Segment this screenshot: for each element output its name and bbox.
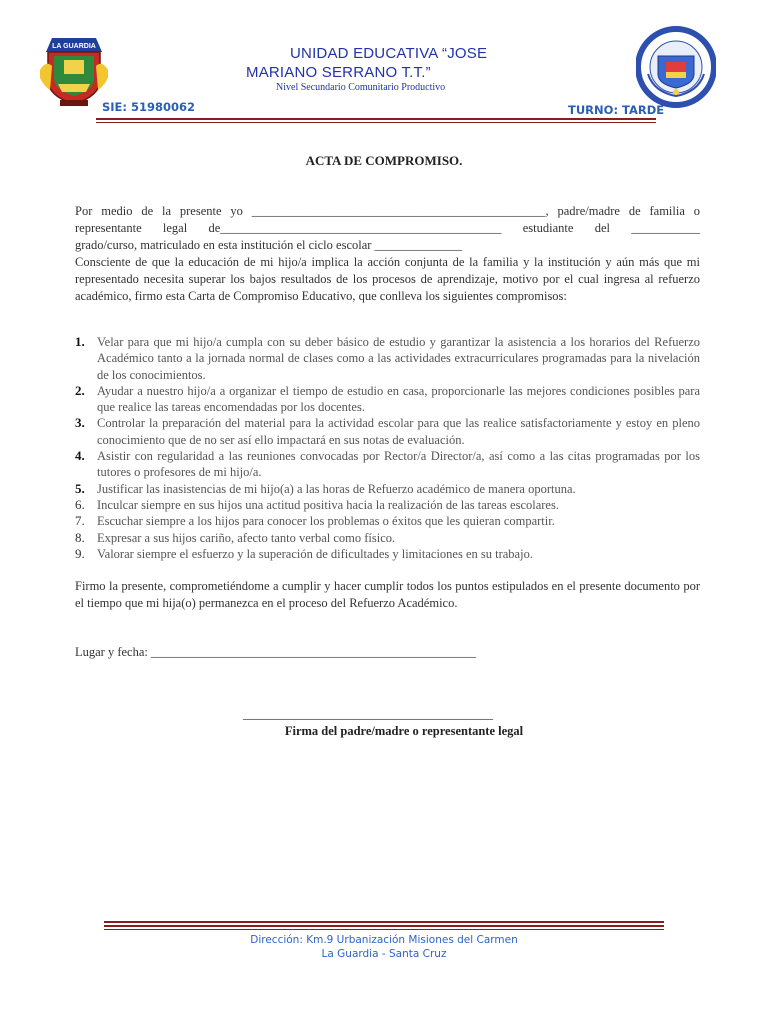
item-text: Controlar la preparación del material para la actividad escolar para que las realice satisfactoriamente y estoy en pleno conocimiento que de no ser así ello impactará en sus notas de evaluación.: [97, 416, 700, 447]
signature-line: ________________________________________: [243, 707, 493, 721]
list-item: [75, 415, 700, 448]
footer-divider: [104, 921, 664, 923]
intro-line: representante legal de_____________________________________________ estudiante del ___________: [75, 221, 700, 235]
list-item: [75, 546, 700, 562]
school-seal-logo: [636, 26, 716, 108]
item-text: Inculcar siempre en sus hijos una actitud positiva hacia la realización de las tareas escolares.: [97, 497, 559, 512]
item-text: Asistir con regularidad a las reuniones convocadas por Rector/a Director/a, así como a las citas programadas por los tutores o profesores de mi hijo/a.: [97, 449, 700, 480]
list-item: [75, 481, 700, 497]
header-divider: [96, 118, 656, 120]
firmo-paragraph: Firmo la presente, comprometiéndome a cumplir y hacer cumplir todos los puntos estipulados en el presente documento por el tiempo que mi hija(o) permanezca en el proceso del Refuerzo Académico.: [75, 579, 700, 610]
list-item: [75, 334, 700, 383]
school-name-line2: MARIANO SERRANO T.T.”: [246, 64, 431, 81]
item-number: 9.: [75, 545, 85, 561]
list-item: [75, 497, 700, 513]
footer-city: La Guardia - Santa Cruz: [321, 948, 447, 960]
la-guardia-crest-logo: [40, 30, 108, 108]
item-text: Expresar a sus hijos cariño, afecto tanto verbal como físico.: [97, 530, 396, 545]
consciente-paragraph: Consciente de que la educación de mi hijo/a implica la acción conjunta de la familia y la institución y aún más que mi representado necesita superar los bajos resultados de los procesos de aprendizaje, motivo por el cual ingresa al refuerzo académico, firmo esta Carta de Compromiso Educativo, que conlleva los siguientes compromisos:: [75, 255, 700, 303]
item-text: Ayudar a nuestro hijo/a a organizar el tiempo de estudio en casa, proporcionarle las mejores condiciones posibles para que realice las tareas encomendadas por los docentes.: [97, 383, 700, 415]
intro-line: grado/curso, matriculado en esta institución el ciclo escolar ______________: [75, 238, 463, 252]
shift-label: TURNO: TARDE: [568, 103, 665, 117]
education-level: Nivel Secundario Comunitario Productivo: [276, 82, 446, 93]
intro-paragraph: [75, 203, 700, 254]
item-number: 1.: [75, 334, 85, 349]
header-divider-thin: [96, 122, 656, 123]
item-text: Justificar las inasistencias de mi hijo(a) a las horas de Refuerzo académico de manera oportuna.: [97, 481, 576, 496]
svg-text:LA GUARDIA: LA GUARDIA: [52, 43, 96, 50]
item-text: Escuchar siempre a los hijos para conocer los problemas o éxitos que les quieran compartir.: [97, 514, 555, 529]
list-item: [75, 448, 700, 481]
list-item: [75, 383, 700, 416]
school-name-line1: UNIDAD EDUCATIVA “JOSE: [290, 45, 488, 62]
document-title: ACTA DE COMPROMISO.: [305, 153, 463, 168]
footer-address: Dirección: Km.9 Urbanización Misiones del Carmen: [250, 934, 518, 946]
item-number: 4.: [75, 448, 85, 464]
item-text: Valorar siempre el esfuerzo y la superación de dificultades y limitaciones en su trabajo.: [97, 546, 533, 561]
list-item: [75, 513, 700, 529]
item-number: 8.: [75, 529, 85, 545]
list-item: [75, 530, 700, 546]
signature-caption: Firma del padre/madre o representante legal: [284, 724, 524, 738]
sie-code: SIE: 51980062: [102, 100, 196, 114]
footer-divider-thin: [104, 929, 664, 930]
item-number: 3.: [75, 415, 85, 431]
item-number: 6.: [75, 496, 85, 512]
footer-divider: [104, 925, 664, 927]
commitments-list: [75, 334, 700, 562]
item-number: 5.: [75, 480, 85, 496]
item-number: 7.: [75, 513, 85, 529]
intro-line: Por medio de la presente yo _______________________________________________, padre/madre de familia o: [75, 204, 700, 218]
item-number: 2.: [75, 382, 85, 398]
place-date-field: Lugar y fecha: ____________________________________________________: [75, 645, 477, 659]
item-text: Velar para que mi hijo/a cumpla con su deber básico de estudio y garantizar la asistencia a los horarios del Refuerzo Académico tanto a la jornada normal de clases como a las actividades extracurriculares programadas para la nivelación de los conocimientos.: [97, 335, 700, 382]
